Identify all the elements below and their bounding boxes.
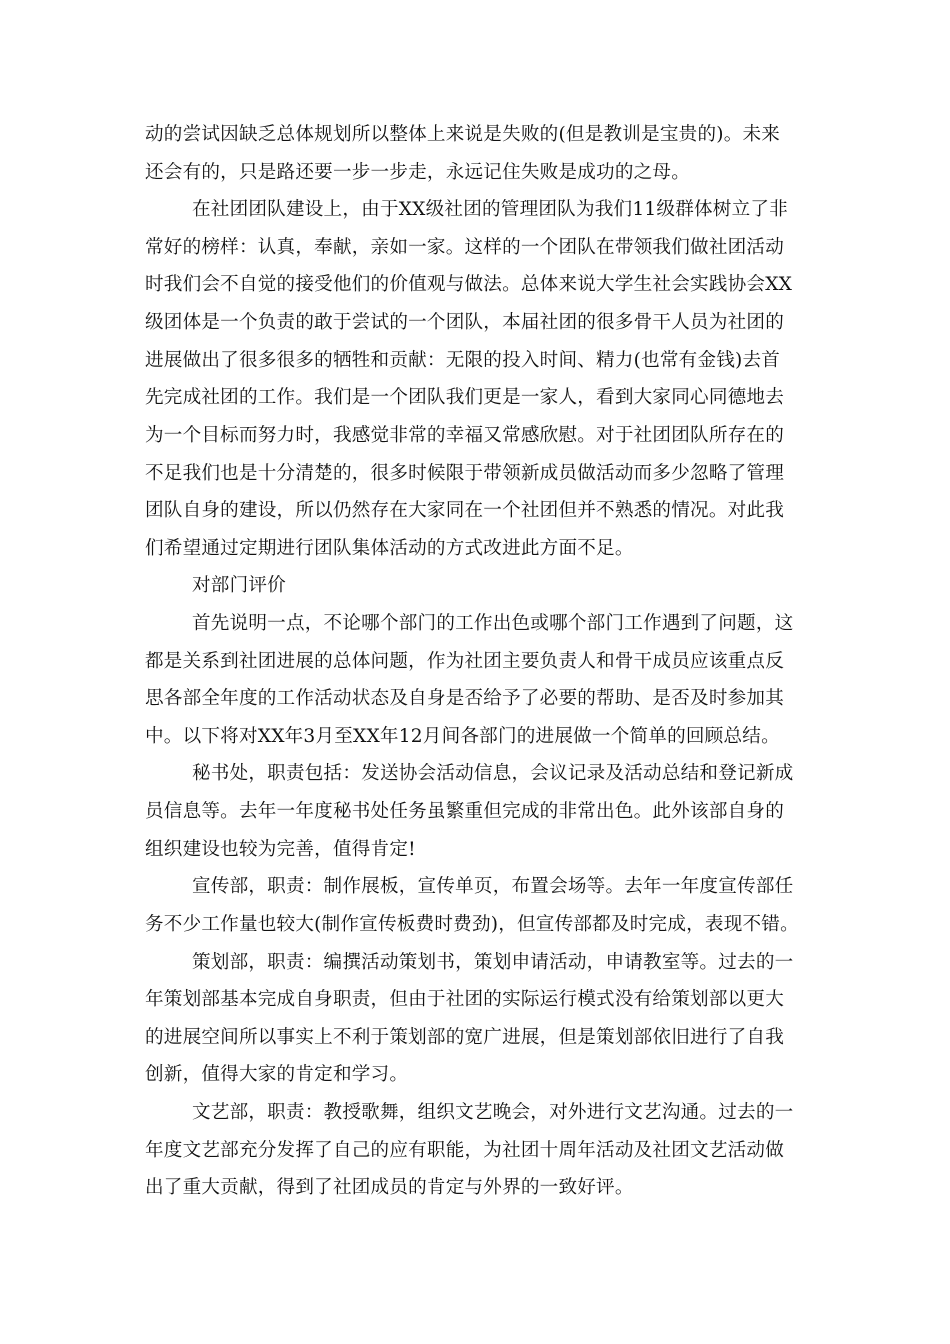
paragraph-start-line: 宣传部，职责：制作展板，宣传单页，布置会场等。去年一年度宣传部任 [192, 876, 794, 897]
text-line: 创新，值得大家的肯定和学习。 [145, 1064, 409, 1085]
text-line: 中。以下将对XX年3月至XX年12月间各部门的进展做一个简单的回顾总结。 [145, 726, 780, 747]
text-line: 时我们会不自觉的接受他们的价值观与做法。总体来说大学生社会实践协会XX [145, 274, 793, 295]
text-line: 进展做出了很多很多的牺牲和贡献：无限的投入时间、精力(也常有金钱)去首 [145, 350, 781, 371]
paragraph-start-line: 文艺部，职责：教授歌舞，组织文艺晚会，对外进行文艺沟通。过去的一 [192, 1102, 794, 1123]
text-line: 先完成社团的工作。我们是一个团队我们更是一家人，看到大家同心同德地去 [145, 387, 784, 408]
text-line: 的进展空间所以事实上不利于策划部的宽广进展，但是策划部依旧进行了自我 [145, 1027, 784, 1048]
text-line: 出了重大贡献，得到了社团成员的肯定与外界的一致好评。 [145, 1177, 634, 1198]
text-line: 动的尝试因缺乏总体规划所以整体上来说是失败的(但是教训是宝贵的)。未来 [145, 124, 781, 145]
paragraph-start-line: 秘书处，职责包括：发送协会活动信息，会议记录及活动总结和登记新成 [192, 763, 794, 784]
paragraph-start-line: 在社团团队建设上，由于XX级社团的管理团队为我们11级群体树立了非 [192, 199, 788, 220]
text-line: 不足我们也是十分清楚的，很多时候限于带领新成员做活动而多少忽略了管理 [145, 463, 784, 484]
text-line: 都是关系到社团进展的总体问题，作为社团主要负责人和骨干成员应该重点反 [145, 651, 784, 672]
text-line: 年策划部基本完成自身职责，但由于社团的实际运行模式没有给策划部以更大 [145, 989, 784, 1010]
paragraph-start-line: 首先说明一点，不论哪个部门的工作出色或哪个部门工作遇到了问题，这 [192, 613, 794, 634]
text-line: 思各部全年度的工作活动状态及自身是否给予了必要的帮助、是否及时参加其 [145, 688, 784, 709]
text-line: 务不少工作量也较大(制作宣传板费时费劲)，但宣传部都及时完成，表现不错。 [145, 914, 799, 935]
text-line: 员信息等。去年一年度秘书处任务虽繁重但完成的非常出色。此外该部自身的 [145, 801, 784, 822]
text-line: 年度文艺部充分发挥了自己的应有职能，为社团十周年活动及社团文艺活动做 [145, 1140, 784, 1161]
section-heading: 对部门评价 [192, 575, 286, 596]
text-line: 组织建设也较为完善，值得肯定! [145, 839, 416, 860]
text-line: 还会有的，只是路还要一步一步走，永远记住失败是成功的之母。 [145, 162, 691, 183]
text-line: 常好的榜样：认真，奉献，亲如一家。这样的一个团队在带领我们做社团活动 [145, 237, 784, 258]
paragraph-start-line: 策划部，职责：编撰活动策划书，策划申请活动，申请教室等。过去的一 [192, 952, 794, 973]
text-line: 为一个目标而努力时，我感觉非常的幸福又常感欣慰。对于社团团队所存在的 [145, 425, 784, 446]
text-line: 级团体是一个负责的敢于尝试的一个团队，本届社团的很多骨干人员为社团的 [145, 312, 784, 333]
text-line: 团队自身的建设，所以仍然存在大家同在一个社团但并不熟悉的情况。对此我 [145, 500, 784, 521]
text-line: 们希望通过定期进行团队集体活动的方式改进此方面不足。 [145, 538, 634, 559]
